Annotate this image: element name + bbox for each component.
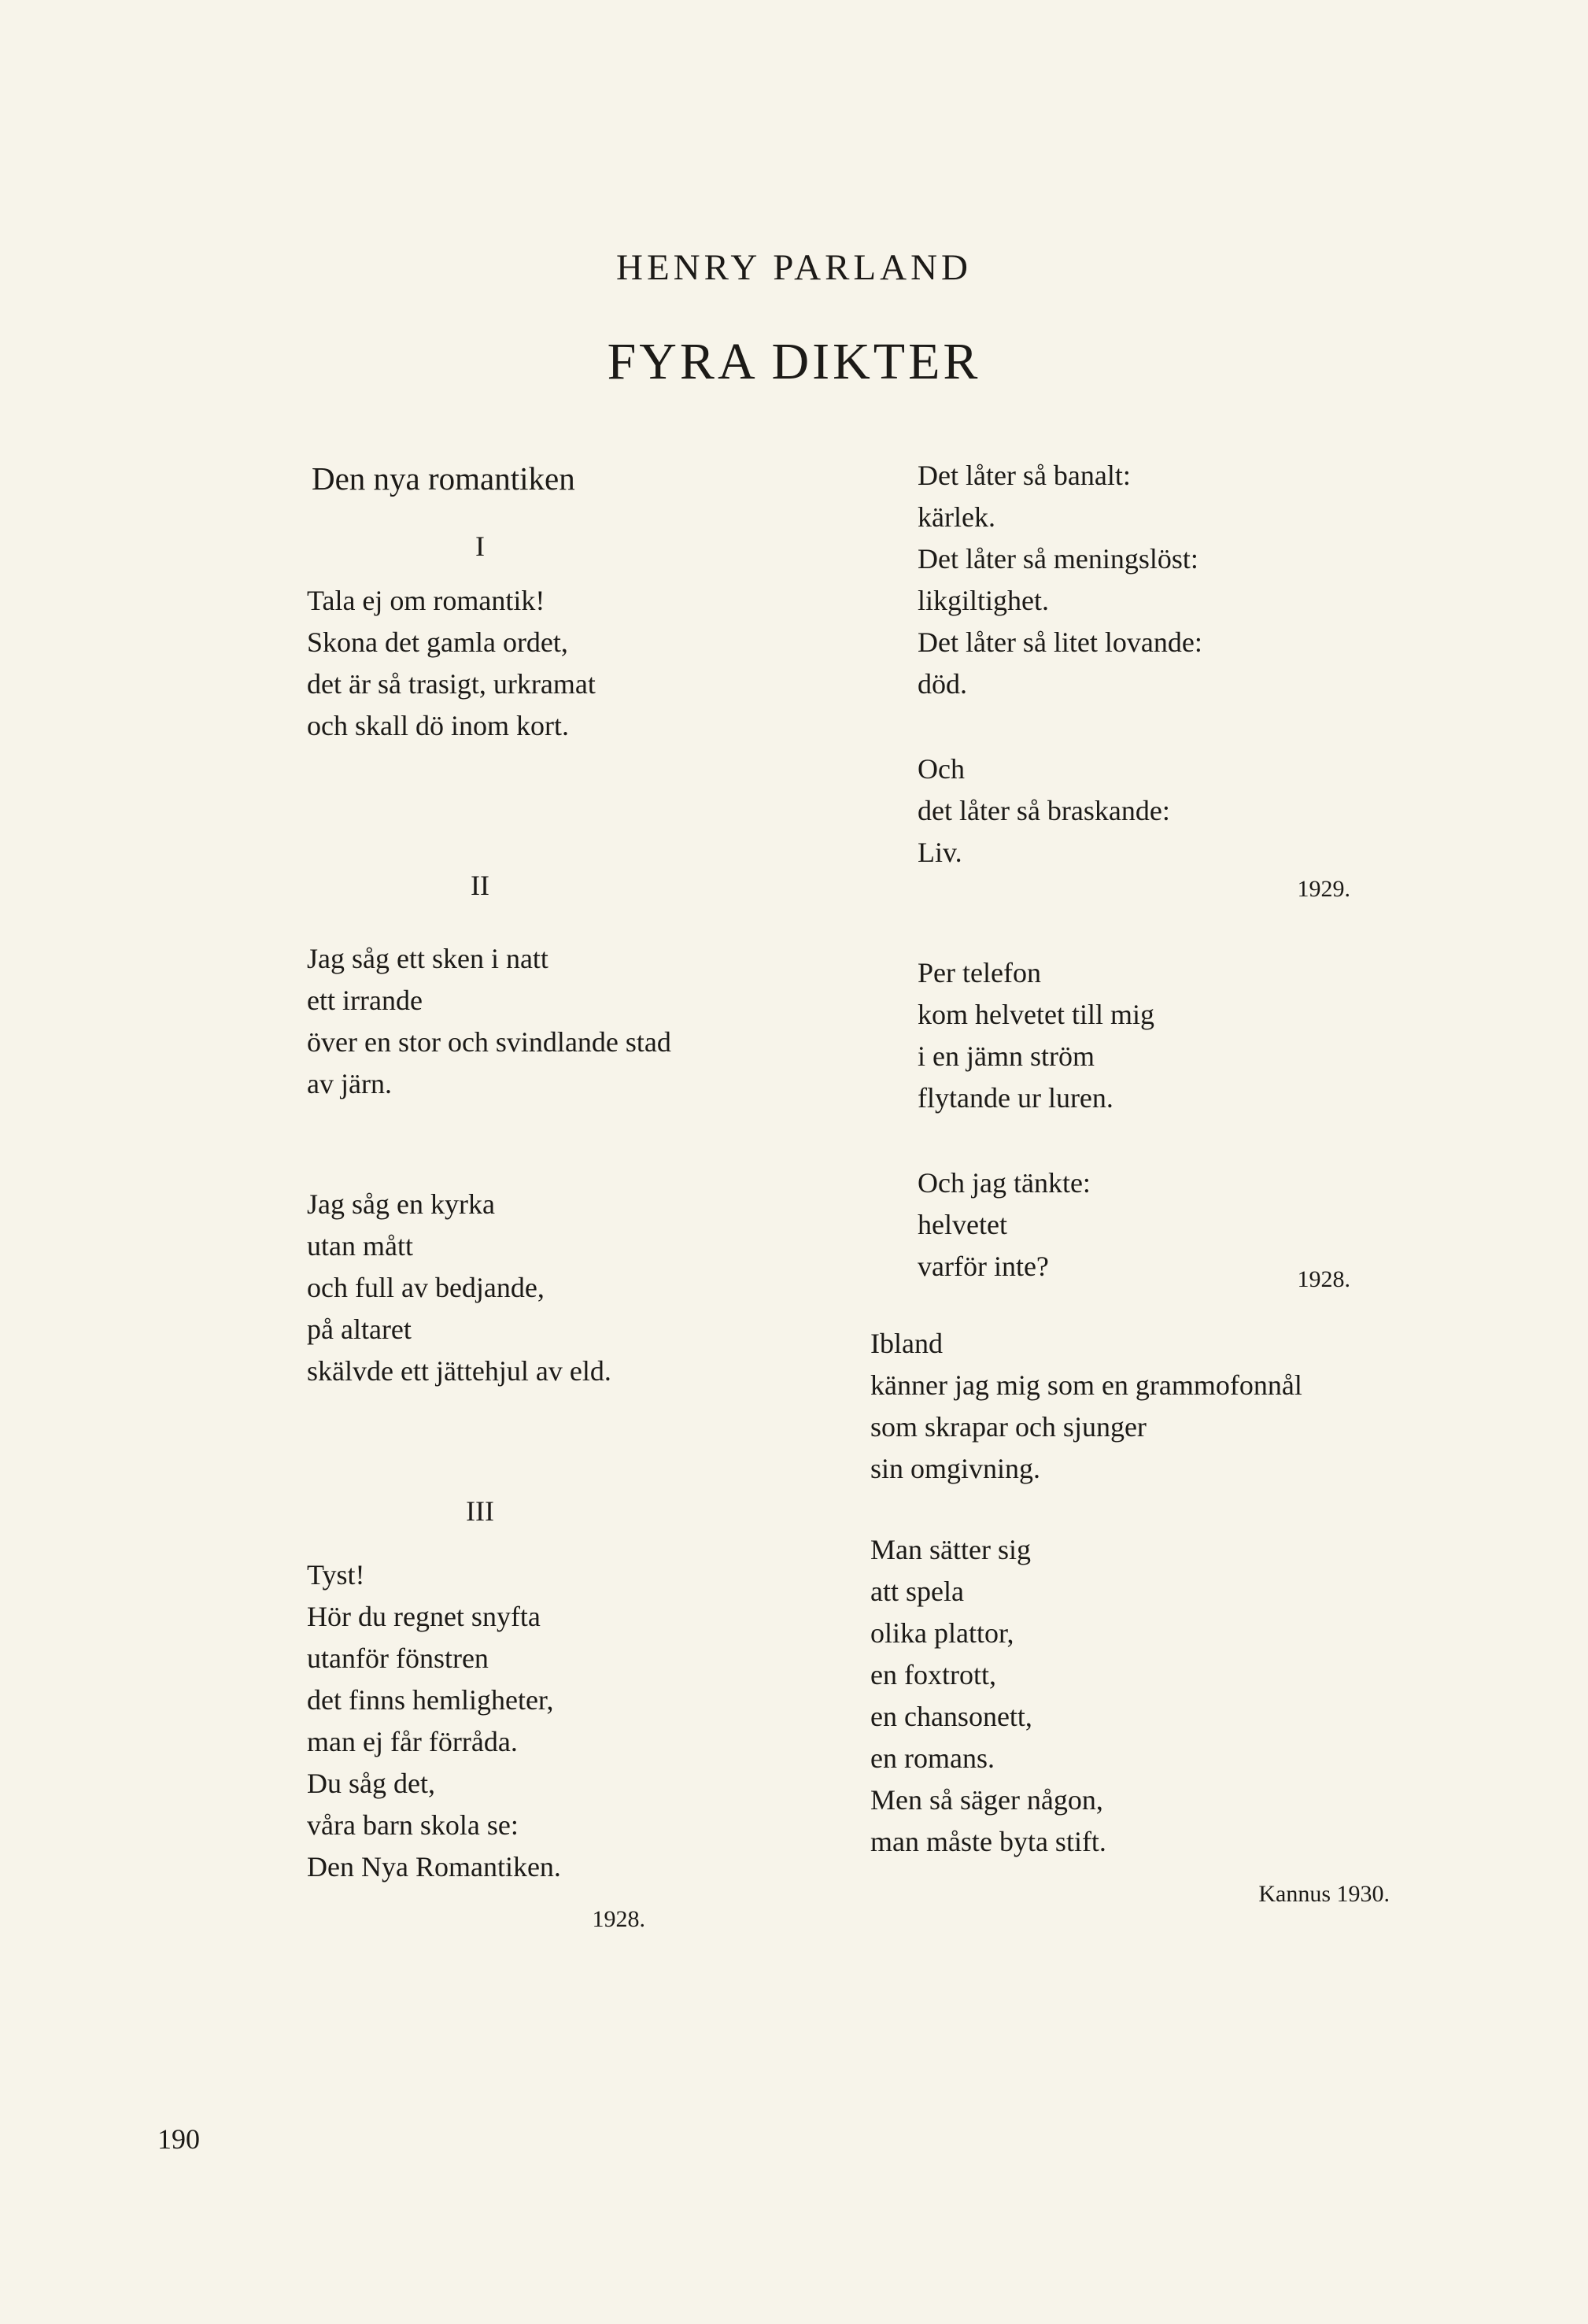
poem-line: och skall dö inom kort. [307,710,569,741]
page-number: 190 [157,2123,200,2155]
line-text: man ej får förråda. [307,1726,518,1757]
section-numeral: III [466,1495,494,1527]
stanza [870,1323,1500,1490]
poem-line: utanför fönstren [307,1642,489,1674]
poem-date: 1928. [592,1906,645,1932]
poem-line: en romans. [870,1742,995,1774]
poem-line: ett irrande [307,985,423,1016]
poem-line: Det låter så litet lovande: [918,626,1202,658]
poem-line: det låter så braskande: [918,795,1170,826]
page-title: FYRA DIKTER [607,333,981,390]
poem-line: att spela [870,1576,964,1607]
poem-line: utan mått [307,1230,413,1262]
poem-line: Tyst! [307,1559,365,1591]
poem-line: och full av bedjande, [307,1272,545,1303]
poem-line: Och [918,753,965,785]
right-column [870,455,1500,1910]
poem-line: Jag såg ett sken i natt [307,943,548,974]
poem-line: helvetet [918,1209,1007,1240]
poem-date: Kannus 1930. [1258,1881,1390,1907]
poem-line: Du såg det, [307,1768,435,1799]
poem-line: i en jämn ström [918,1040,1095,1072]
stanza [918,952,1500,1119]
poem-line: död. [918,668,967,700]
poem-line: sin omgivning. [870,1453,1041,1484]
poem-line: Liv. [918,837,962,868]
poem-line: Det låter så banalt: [918,460,1131,491]
poem-line: en foxtrott, [870,1659,996,1690]
stanza [307,1184,795,1392]
poem-line: av järn. [307,1068,392,1099]
poem-line: över en stor och svindlande stad [307,1026,671,1058]
poem-line: kom helvetet till mig [918,999,1154,1030]
poem-line: Hör du regnet snyfta [307,1601,541,1632]
poem-line: likgiltighet. [918,585,1049,616]
poem-line: Per telefon [918,957,1041,988]
poem-line: känner jag mig som en grammofonnål [870,1369,1302,1401]
poem-line: Men så säger någon, [870,1784,1103,1816]
section-numeral: I [475,530,485,562]
author-name: HENRY PARLAND [616,247,972,288]
poem-line: det finns hemligheter, [307,1684,554,1716]
poem-line: Jag såg en kyrka [307,1188,495,1220]
poem-line: olika plattor, [870,1617,1014,1649]
stanza [307,580,795,747]
poem-title: Den nya romantiken [312,460,575,497]
poem-date: 1929. [1297,876,1350,902]
poem-line [307,1721,795,1763]
left-column [307,455,795,1935]
poem-line: man måste byta stift. [870,1826,1106,1857]
poem-line: Den Nya Romantiken. [307,1851,561,1882]
section-numeral: II [471,870,489,901]
poem-line: som skrapar och sjunger [870,1411,1147,1443]
stanza [870,1529,1500,1863]
poem-line: Det låter så meningslöst: [918,543,1198,575]
poem-line: varför inte? [918,1251,1049,1282]
poem-line: Ibland [870,1328,943,1359]
poem-line: Och jag tänkte: [918,1167,1091,1199]
poem-line: på altaret [307,1313,412,1345]
poem-line: flytande ur luren. [918,1082,1113,1114]
stanza [918,748,1500,874]
stanza [918,455,1500,705]
stanza [307,1554,795,1888]
poem-line: Skona det gamla ordet, [307,626,568,658]
poem-line: en chansonett, [870,1701,1032,1732]
poem-line: Tala ej om romantik! [307,585,545,616]
poem-line: våra barn skola se: [307,1809,519,1841]
poem-line: skälvde ett jättehjul av eld. [307,1355,611,1387]
poem-line: kärlek. [918,501,995,533]
poem-line: Man sätter sig [870,1534,1031,1565]
poem-line: det är så trasigt, urkramat [307,668,596,700]
stanza [307,938,795,1105]
poem-date: 1928. [1297,1266,1350,1292]
